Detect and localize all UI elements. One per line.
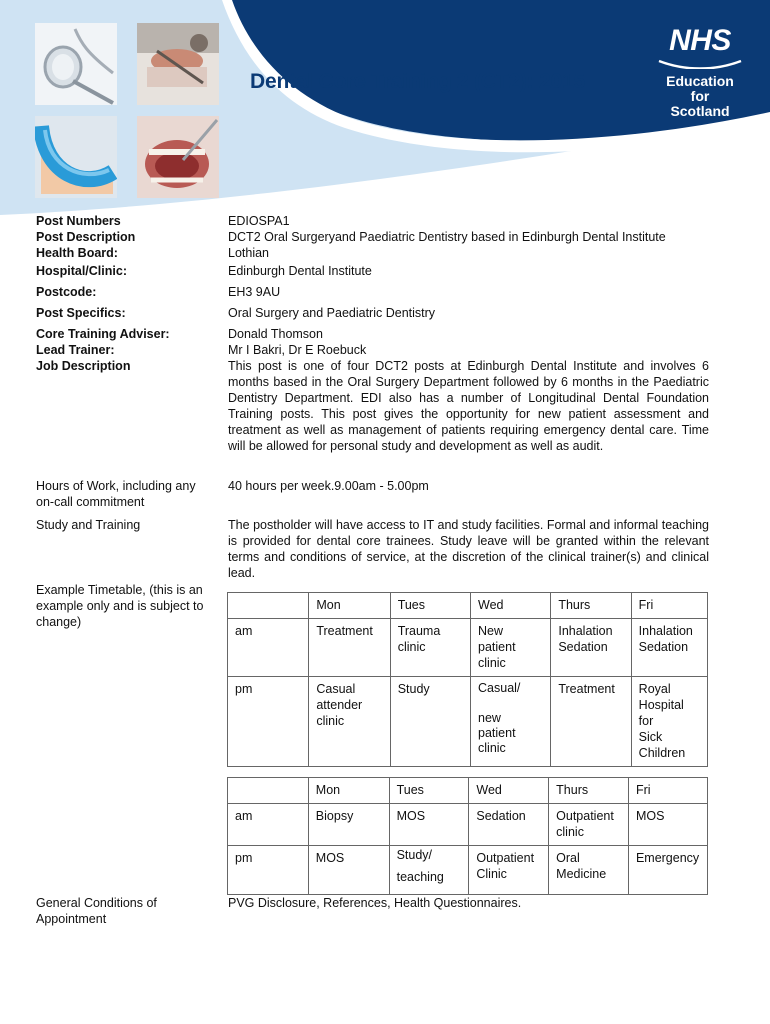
timetable-label-line-2: example only and is subject to xyxy=(36,599,204,613)
table-cell: Emergency xyxy=(628,846,707,895)
logo-swoosh-icon xyxy=(655,57,745,69)
table-cell: Treatment xyxy=(551,677,631,767)
table-cell: pm xyxy=(228,677,309,767)
core-training-adviser-label: Core Training Adviser: xyxy=(36,327,170,341)
postcode-value: EH3 9AU xyxy=(228,285,281,299)
study-training-label: Study and Training xyxy=(36,518,141,532)
table-cell: Thurs xyxy=(549,778,629,804)
table-row xyxy=(228,677,708,767)
post-numbers-label: Post Numbers xyxy=(36,214,121,228)
study-training-value: The postholder will have access to IT and study facilities. Formal and informal teaching is provided for dental core trainees. Study leave will be granted within the relevant terms and conditions of service, at the discretion of the clinical trainer(s) and clinical lead. xyxy=(228,518,709,580)
table-cell: New patient clinic xyxy=(471,619,551,677)
table-cell: am xyxy=(228,804,309,846)
table-row xyxy=(228,846,708,895)
table-cell: MOS xyxy=(308,846,389,895)
dentist-photo xyxy=(137,23,219,105)
timetable-oral-surgery xyxy=(227,592,708,767)
table-cell: Wed xyxy=(469,778,549,804)
table-cell: Inhalation Sedation xyxy=(551,619,631,677)
postcode-label: Postcode: xyxy=(36,285,97,299)
lead-trainer-value: Mr I Bakri, Dr E Roebuck xyxy=(228,343,367,357)
table-cell: Inhalation Sedation xyxy=(631,619,707,677)
table-cell: Study xyxy=(390,677,470,767)
table-cell: Fri xyxy=(631,593,707,619)
core-training-adviser-value: Donald Thomson xyxy=(228,327,323,341)
dental-tray-photo xyxy=(35,116,117,198)
table-row xyxy=(228,619,708,677)
post-specifics-value: Oral Surgery and Paediatric Dentistry xyxy=(228,306,436,320)
post-numbers-value: EDIOSPA1 xyxy=(228,214,290,228)
table-cell: Outpatient Clinic xyxy=(469,846,549,895)
hours-label-line-1: Hours of Work, including any xyxy=(36,479,196,493)
dental-mirror-photo xyxy=(35,23,117,105)
table-cell: Mon xyxy=(308,778,389,804)
logo-line-1: Education xyxy=(666,73,734,89)
general-conditions-label-line-2: Appointment xyxy=(36,912,107,926)
nhs-logo xyxy=(648,26,752,119)
table-cell: Royal Hospital for Sick Children xyxy=(631,677,707,767)
table-cell: MOS xyxy=(389,804,469,846)
general-conditions-value: PVG Disclosure, References, Health Questionnaires. xyxy=(228,896,522,910)
table-cell: MOS xyxy=(628,804,707,846)
table-row xyxy=(228,593,708,619)
hours-value: 40 hours per week.9.00am - 5.00pm xyxy=(228,479,429,493)
table-cell: pm xyxy=(228,846,309,895)
timetable-label-line-3: change) xyxy=(36,615,82,629)
table-cell: Trauma clinic xyxy=(390,619,470,677)
table-cell: Sedation xyxy=(469,804,549,846)
job-description-label: Job Description xyxy=(36,359,131,373)
timetable-paediatric xyxy=(227,777,708,895)
table-cell: Oral Medicine xyxy=(549,846,629,895)
table-cell: Casual/ new patient clinic xyxy=(471,677,551,767)
hospital-clinic-value: Edinburgh Dental Institute xyxy=(228,264,372,278)
logo-line-2: for xyxy=(690,88,710,104)
job-description-value: This post is one of four DCT2 posts at Edinburgh Dental Institute and involves 6 months based in the Oral Surgery Department followed by 6 months in the Paediatric Dentistry Department. EDI also has a number of Longitudinal Dental Foundation Training posts. This post gives the opportunity for new patient assessment and treatment as well as management of patients requiring emergency dental care. Time will be allowed for personal study and development as well as audit. xyxy=(228,359,709,453)
post-description-label: Post Description xyxy=(36,230,136,244)
table-cell: Tues xyxy=(390,593,470,619)
table-cell: Study/ teaching xyxy=(389,846,469,895)
table-cell: Wed xyxy=(471,593,551,619)
table-cell: Casual attender clinic xyxy=(309,677,390,767)
hospital-clinic-label: Hospital/Clinic: xyxy=(36,264,127,278)
health-board-label: Health Board: xyxy=(36,246,118,260)
timetable-label-line-1: Example Timetable, (this is an xyxy=(36,583,203,597)
table-cell: Biopsy xyxy=(308,804,389,846)
table-cell: Fri xyxy=(628,778,707,804)
table-cell: Tues xyxy=(389,778,469,804)
table-cell: Mon xyxy=(309,593,390,619)
logo-line-3: Scotland xyxy=(670,103,730,119)
table-cell: Outpatient clinic xyxy=(549,804,629,846)
page-title: Dental Core Training 2 (CT2): 2015 xyxy=(250,70,586,93)
nhs-mark: NHS xyxy=(669,24,731,57)
table-cell xyxy=(228,778,309,804)
post-description-value: DCT2 Oral Surgeryand Paediatric Dentistry based in Edinburgh Dental Institute xyxy=(228,230,666,244)
hours-label-line-2: on-call commitment xyxy=(36,495,145,509)
open-mouth-photo xyxy=(137,116,219,198)
table-cell: am xyxy=(228,619,309,677)
table-row xyxy=(228,804,708,846)
table-cell: Thurs xyxy=(551,593,631,619)
general-conditions-label-line-1: General Conditions of xyxy=(36,896,157,910)
health-board-value: Lothian xyxy=(228,246,270,260)
table-cell xyxy=(228,593,309,619)
post-specifics-label: Post Specifics: xyxy=(36,306,126,320)
lead-trainer-label: Lead Trainer: xyxy=(36,343,115,357)
table-cell: Treatment xyxy=(309,619,390,677)
table-row xyxy=(228,778,708,804)
